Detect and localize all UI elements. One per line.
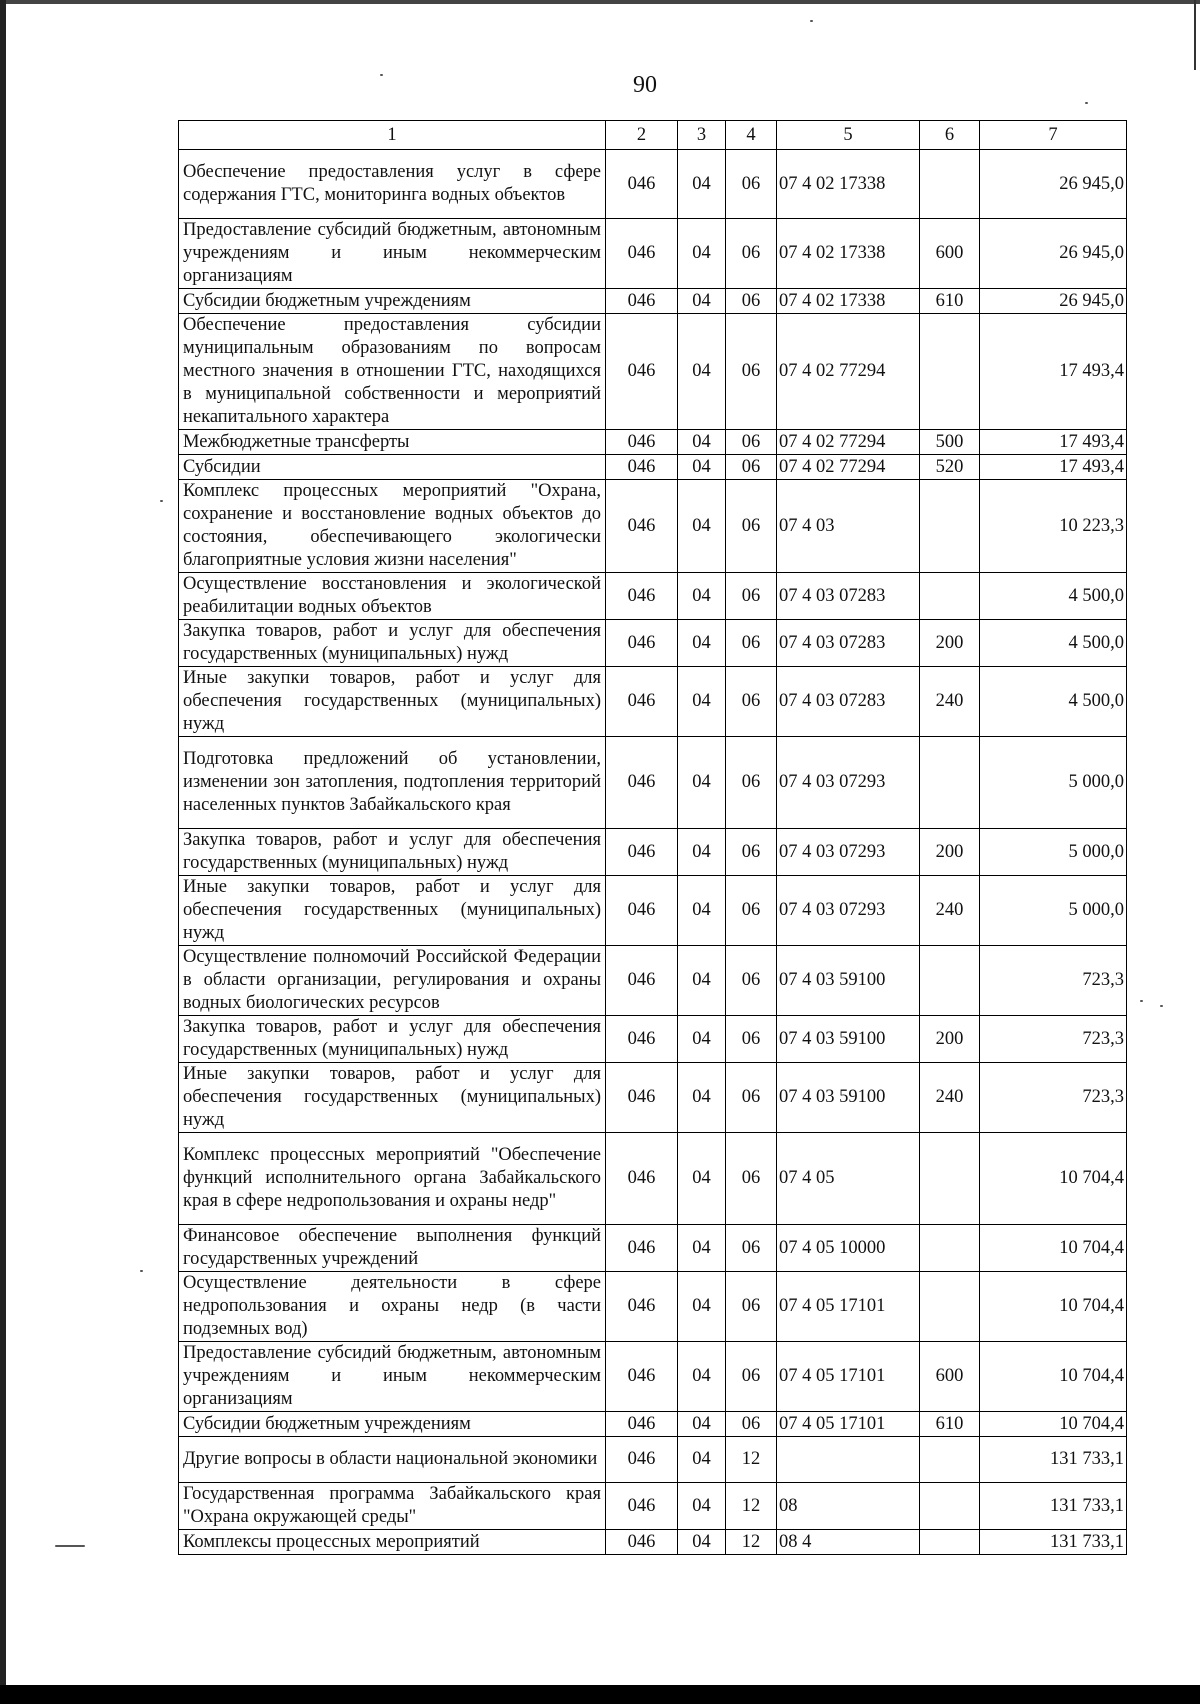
- cell-vr: [920, 1437, 980, 1483]
- cell-vr: [920, 1272, 980, 1342]
- cell-csr: 07 4 03 07283: [777, 667, 920, 737]
- table-row: [179, 737, 1127, 829]
- cell-rz: 04: [678, 1437, 726, 1483]
- cell-sum: 26 945,0: [980, 150, 1127, 219]
- cell-csr: 07 4 02 17338: [777, 150, 920, 219]
- table-row: [179, 946, 1127, 1016]
- cell-csr: 07 4 03 07283: [777, 573, 920, 620]
- cell-vr: [920, 1133, 980, 1225]
- cell-name: Закупка товаров, работ и услуг для обеспечения государственных (муниципальных) нужд: [179, 620, 606, 667]
- cell-ved: 046: [606, 829, 678, 876]
- cell-csr: 08 4: [777, 1530, 920, 1555]
- cell-ved: 046: [606, 1133, 678, 1225]
- table-row: [179, 1412, 1127, 1437]
- table-row: [179, 1225, 1127, 1272]
- cell-pr: 06: [726, 620, 777, 667]
- cell-sum: 17 493,4: [980, 455, 1127, 480]
- cell-ved: 046: [606, 219, 678, 289]
- header-col-7: 7: [980, 121, 1127, 150]
- cell-pr: 12: [726, 1437, 777, 1483]
- table-row: [179, 573, 1127, 620]
- cell-pr: 06: [726, 946, 777, 1016]
- cell-vr: [920, 946, 980, 1016]
- cell-pr: 06: [726, 573, 777, 620]
- cell-sum: 131 733,1: [980, 1437, 1127, 1483]
- table-row: [179, 1016, 1127, 1063]
- cell-csr: 07 4 03 59100: [777, 1016, 920, 1063]
- cell-vr: 200: [920, 620, 980, 667]
- cell-sum: 10 223,3: [980, 480, 1127, 573]
- cell-name: Комплексы процессных мероприятий: [179, 1530, 606, 1555]
- cell-vr: 500: [920, 430, 980, 455]
- cell-pr: 06: [726, 667, 777, 737]
- cell-sum: 26 945,0: [980, 289, 1127, 314]
- cell-csr: 07 4 02 17338: [777, 289, 920, 314]
- scan-bottom-bar: [0, 1685, 1200, 1704]
- cell-pr: 06: [726, 1272, 777, 1342]
- cell-vr: 600: [920, 1342, 980, 1412]
- header-col-3: 3: [678, 121, 726, 150]
- cell-rz: 04: [678, 455, 726, 480]
- cell-ved: 046: [606, 1412, 678, 1437]
- scan-speck: [55, 1545, 85, 1547]
- cell-vr: 200: [920, 829, 980, 876]
- cell-sum: 723,3: [980, 1063, 1127, 1133]
- cell-csr: 07 4 03 07293: [777, 737, 920, 829]
- cell-rz: 04: [678, 289, 726, 314]
- cell-ved: 046: [606, 430, 678, 455]
- table-row: [179, 829, 1127, 876]
- cell-csr: 07 4 05 17101: [777, 1342, 920, 1412]
- cell-vr: [920, 314, 980, 430]
- cell-name: Закупка товаров, работ и услуг для обеспечения государственных (муниципальных) нужд: [179, 829, 606, 876]
- table-body: [179, 150, 1127, 1555]
- cell-ved: 046: [606, 876, 678, 946]
- cell-sum: 10 704,4: [980, 1342, 1127, 1412]
- cell-sum: 4 500,0: [980, 667, 1127, 737]
- table-header: [179, 121, 1127, 150]
- cell-pr: 06: [726, 289, 777, 314]
- cell-csr: 07 4 03 07283: [777, 620, 920, 667]
- cell-ved: 046: [606, 455, 678, 480]
- cell-vr: 520: [920, 455, 980, 480]
- cell-sum: 723,3: [980, 946, 1127, 1016]
- cell-name: Обеспечение предоставления субсидии муниципальным образованиям по вопросам местного значения в отношении ГТС, находящихся в муниципальной собственности и мероприятий некапитального характера: [179, 314, 606, 430]
- cell-csr: 07 4 03: [777, 480, 920, 573]
- cell-sum: 10 704,4: [980, 1133, 1127, 1225]
- cell-ved: 046: [606, 480, 678, 573]
- cell-pr: 06: [726, 150, 777, 219]
- cell-sum: 4 500,0: [980, 620, 1127, 667]
- cell-name: Межбюджетные трансферты: [179, 430, 606, 455]
- cell-vr: [920, 1483, 980, 1530]
- cell-rz: 04: [678, 667, 726, 737]
- cell-name: Государственная программа Забайкальского края "Охрана окружающей среды": [179, 1483, 606, 1530]
- cell-ved: 046: [606, 573, 678, 620]
- cell-name: Субсидии бюджетным учреждениям: [179, 1412, 606, 1437]
- cell-name: Осуществление восстановления и экологической реабилитации водных объектов: [179, 573, 606, 620]
- cell-vr: 240: [920, 1063, 980, 1133]
- cell-csr: 07 4 05 17101: [777, 1412, 920, 1437]
- cell-rz: 04: [678, 150, 726, 219]
- table-row: [179, 1342, 1127, 1412]
- cell-ved: 046: [606, 1483, 678, 1530]
- cell-rz: 04: [678, 829, 726, 876]
- cell-vr: 240: [920, 876, 980, 946]
- table-row: [179, 1530, 1127, 1555]
- cell-pr: 06: [726, 219, 777, 289]
- cell-pr: 06: [726, 1063, 777, 1133]
- cell-csr: 07 4 02 17338: [777, 219, 920, 289]
- cell-vr: [920, 150, 980, 219]
- cell-sum: 10 704,4: [980, 1412, 1127, 1437]
- cell-sum: 131 733,1: [980, 1530, 1127, 1555]
- cell-rz: 04: [678, 946, 726, 1016]
- cell-ved: 046: [606, 620, 678, 667]
- cell-pr: 06: [726, 430, 777, 455]
- cell-ved: 046: [606, 667, 678, 737]
- cell-pr: 06: [726, 314, 777, 430]
- cell-pr: 06: [726, 1225, 777, 1272]
- cell-vr: 600: [920, 219, 980, 289]
- cell-sum: 5 000,0: [980, 829, 1127, 876]
- cell-name: Закупка товаров, работ и услуг для обеспечения государственных (муниципальных) нужд: [179, 1016, 606, 1063]
- cell-ved: 046: [606, 314, 678, 430]
- cell-rz: 04: [678, 1530, 726, 1555]
- cell-rz: 04: [678, 620, 726, 667]
- budget-table: [178, 120, 1127, 1555]
- table-row: [179, 876, 1127, 946]
- cell-ved: 046: [606, 1272, 678, 1342]
- scan-speck: [160, 500, 163, 502]
- cell-rz: 04: [678, 1016, 726, 1063]
- cell-name: Предоставление субсидий бюджетным, автономным учреждениям и иным некоммерческим организациям: [179, 219, 606, 289]
- cell-pr: 06: [726, 455, 777, 480]
- scan-speck: [1140, 1000, 1143, 1002]
- cell-sum: 5 000,0: [980, 876, 1127, 946]
- cell-pr: 06: [726, 876, 777, 946]
- cell-name: Иные закупки товаров, работ и услуг для обеспечения государственных (муниципальных) нужд: [179, 876, 606, 946]
- cell-rz: 04: [678, 480, 726, 573]
- scan-top-edge: [0, 0, 1200, 4]
- cell-csr: 07 4 05: [777, 1133, 920, 1225]
- cell-name: Комплекс процессных мероприятий "Обеспечение функций исполнительного органа Забайкальского края в сфере недропользования и охраны недр": [179, 1133, 606, 1225]
- cell-ved: 046: [606, 150, 678, 219]
- cell-csr: 07 4 03 59100: [777, 946, 920, 1016]
- cell-rz: 04: [678, 314, 726, 430]
- cell-ved: 046: [606, 737, 678, 829]
- header-row: [179, 121, 1127, 150]
- cell-vr: 610: [920, 289, 980, 314]
- cell-pr: 06: [726, 737, 777, 829]
- cell-rz: 04: [678, 219, 726, 289]
- cell-vr: [920, 1225, 980, 1272]
- table-row: [179, 430, 1127, 455]
- header-col-2: 2: [606, 121, 678, 150]
- cell-pr: 06: [726, 829, 777, 876]
- scan-speck: [1160, 1005, 1163, 1007]
- table-row: [179, 1483, 1127, 1530]
- cell-csr: 07 4 05 17101: [777, 1272, 920, 1342]
- cell-rz: 04: [678, 1063, 726, 1133]
- scan-speck: [380, 74, 383, 76]
- header-col-5: 5: [777, 121, 920, 150]
- cell-pr: 12: [726, 1483, 777, 1530]
- cell-rz: 04: [678, 1133, 726, 1225]
- cell-ved: 046: [606, 1342, 678, 1412]
- cell-rz: 04: [678, 573, 726, 620]
- cell-rz: 04: [678, 876, 726, 946]
- cell-name: Предоставление субсидий бюджетным, автономным учреждениям и иным некоммерческим организациям: [179, 1342, 606, 1412]
- header-col-1: 1: [179, 121, 606, 150]
- cell-ved: 046: [606, 1437, 678, 1483]
- page-number: 90: [633, 72, 657, 98]
- table-row: [179, 1437, 1127, 1483]
- table-row: [179, 667, 1127, 737]
- cell-rz: 04: [678, 1412, 726, 1437]
- cell-rz: 04: [678, 1272, 726, 1342]
- cell-name: Осуществление деятельности в сфере недропользования и охраны недр (в части подземных вод): [179, 1272, 606, 1342]
- cell-csr: 07 4 03 07293: [777, 876, 920, 946]
- cell-name: Подготовка предложений об установлении, изменении зон затопления, подтопления территорий населенных пунктов Забайкальского края: [179, 737, 606, 829]
- cell-rz: 04: [678, 430, 726, 455]
- table-row: [179, 289, 1127, 314]
- table-row: [179, 480, 1127, 573]
- cell-ved: 046: [606, 1530, 678, 1555]
- cell-name: Субсидии: [179, 455, 606, 480]
- scan-speck: [810, 20, 813, 22]
- table-row: [179, 1272, 1127, 1342]
- cell-sum: 723,3: [980, 1016, 1127, 1063]
- cell-name: Обеспечение предоставления услуг в сфере содержания ГТС, мониторинга водных объектов: [179, 150, 606, 219]
- cell-ved: 046: [606, 1225, 678, 1272]
- cell-vr: 200: [920, 1016, 980, 1063]
- cell-rz: 04: [678, 1225, 726, 1272]
- cell-csr: 07 4 02 77294: [777, 314, 920, 430]
- cell-name: Субсидии бюджетным учреждениям: [179, 289, 606, 314]
- cell-pr: 12: [726, 1530, 777, 1555]
- cell-pr: 06: [726, 1133, 777, 1225]
- table-row: [179, 219, 1127, 289]
- cell-csr: 07 4 03 59100: [777, 1063, 920, 1133]
- cell-sum: 5 000,0: [980, 737, 1127, 829]
- cell-name: Комплекс процессных мероприятий "Охрана, сохранение и восстановление водных объектов до состояния, обеспечивающего экологически благоприятные условия жизни населения": [179, 480, 606, 573]
- cell-sum: 26 945,0: [980, 219, 1127, 289]
- table-row: [179, 1133, 1127, 1225]
- cell-vr: [920, 480, 980, 573]
- cell-name: Другие вопросы в области национальной экономики: [179, 1437, 606, 1483]
- scan-speck: [140, 1270, 143, 1272]
- cell-csr: 07 4 05 10000: [777, 1225, 920, 1272]
- cell-pr: 06: [726, 1342, 777, 1412]
- cell-vr: 240: [920, 667, 980, 737]
- cell-name: Иные закупки товаров, работ и услуг для обеспечения государственных (муниципальных) нужд: [179, 1063, 606, 1133]
- header-col-4: 4: [726, 121, 777, 150]
- cell-sum: 17 493,4: [980, 314, 1127, 430]
- cell-name: Осуществление полномочий Российской Федерации в области организации, регулирования и охраны водных биологических ресурсов: [179, 946, 606, 1016]
- cell-ved: 046: [606, 289, 678, 314]
- cell-csr: 07 4 02 77294: [777, 430, 920, 455]
- cell-ved: 046: [606, 946, 678, 1016]
- cell-csr: 07 4 02 77294: [777, 455, 920, 480]
- cell-rz: 04: [678, 1342, 726, 1412]
- scan-right-mark: [1194, 0, 1196, 70]
- cell-vr: [920, 737, 980, 829]
- cell-rz: 04: [678, 1483, 726, 1530]
- cell-sum: 4 500,0: [980, 573, 1127, 620]
- cell-sum: 131 733,1: [980, 1483, 1127, 1530]
- scan-left-edge: [0, 0, 6, 1704]
- cell-vr: [920, 1530, 980, 1555]
- cell-name: Иные закупки товаров, работ и услуг для обеспечения государственных (муниципальных) нужд: [179, 667, 606, 737]
- cell-pr: 06: [726, 480, 777, 573]
- table-row: [179, 455, 1127, 480]
- cell-sum: 17 493,4: [980, 430, 1127, 455]
- cell-csr: [777, 1437, 920, 1483]
- table-row: [179, 620, 1127, 667]
- cell-ved: 046: [606, 1063, 678, 1133]
- cell-sum: 10 704,4: [980, 1225, 1127, 1272]
- header-col-6: 6: [920, 121, 980, 150]
- cell-ved: 046: [606, 1016, 678, 1063]
- cell-csr: 08: [777, 1483, 920, 1530]
- cell-pr: 06: [726, 1412, 777, 1437]
- cell-csr: 07 4 03 07293: [777, 829, 920, 876]
- table-row: [179, 1063, 1127, 1133]
- table-row: [179, 314, 1127, 430]
- cell-vr: [920, 573, 980, 620]
- scan-speck: [1085, 102, 1088, 104]
- cell-rz: 04: [678, 737, 726, 829]
- cell-pr: 06: [726, 1016, 777, 1063]
- table-row: [179, 150, 1127, 219]
- cell-vr: 610: [920, 1412, 980, 1437]
- cell-sum: 10 704,4: [980, 1272, 1127, 1342]
- cell-name: Финансовое обеспечение выполнения функций государственных учреждений: [179, 1225, 606, 1272]
